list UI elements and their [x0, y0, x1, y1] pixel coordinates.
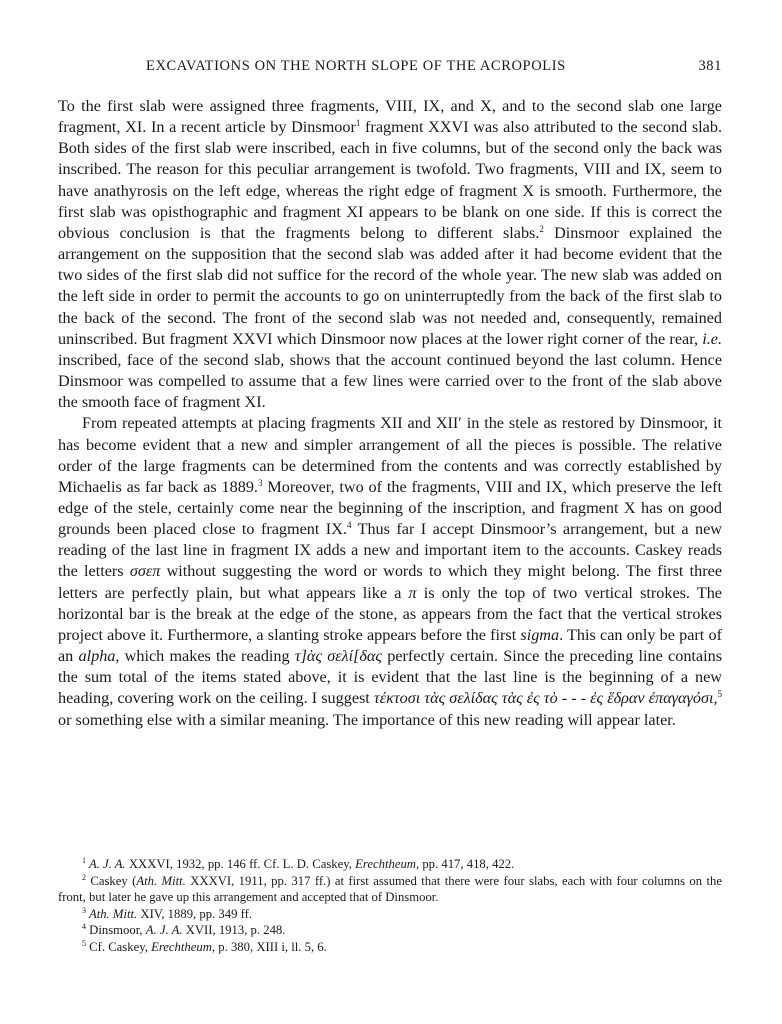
footnote-1: [58, 856, 722, 873]
italic-text: Ath. Mitt.: [86, 906, 138, 921]
body-text: [58, 96, 722, 731]
footnote-number: 5: [82, 938, 86, 948]
text-run: To the first slab were assigned three fragments, VIII, IX, and X, and to the second slab one large fragment, XI. In a recent article by Dinsmoor: [58, 97, 722, 137]
text-run: From repeated attempts at placing fragments XII and XII′ in the stele as restored by Dinsmoor, it has become evident that a new and simpler arrangement of all the pieces is possible. The relative order of the large fragments can be determined from the contents and was correctly established by Michaelis as far back as 1889.: [58, 414, 722, 496]
running-head: [58, 58, 722, 88]
page: [58, 58, 722, 731]
text-run: Cf. Caskey,: [86, 939, 152, 954]
italic-text: Erechtheum: [151, 939, 212, 954]
italic-text: A. J. A.: [86, 857, 126, 871]
greek-text: σσεπ: [129, 562, 161, 581]
text-run: is only the top of two vertical strokes. The horizontal bar is the break at the edge of the stone, as appears from the fact that the vertical strokes project above it. Furthermore, a slanting stroke appears before the first: [58, 583, 722, 644]
footnote-number: 1: [82, 856, 86, 865]
text-run: Dinsmoor,: [86, 923, 146, 938]
text-run: Caskey (: [86, 873, 137, 888]
footnote-4: [58, 922, 722, 939]
text-run: without suggesting the word or words to which they might belong. The first three letters are perfectly plain, but what appears like a: [58, 562, 722, 602]
italic-text: i.e.: [702, 329, 722, 348]
italic-text: A. J. A.: [145, 923, 183, 938]
italic-text: alpha: [78, 647, 116, 666]
text-run: fragment XXVI was also attributed to the second slab. Both sides of the first slab were inscribed, each in five columns, but of the second only the back was inscribed. The reason for this peculiar arrangement is twofold. Two fragments, VIII and IX, seem to have anathyrosis on the left edge, whereas the right edge of fragment X is smooth. Furthermore, the first slab was opisthographic and fragment XI appears to be blank on one side. If this is correct the obvious conclusion is that the fragments belong to different slabs.: [58, 118, 723, 242]
text-run: , p. 380, XIII i, ll. 5, 6.: [211, 939, 327, 954]
footnote-3: [58, 906, 722, 923]
footnote-ref[interactable]: 2: [539, 223, 544, 234]
text-run: XXXVI, 1911, pp. 317 ff.) at first assumed that there were four slabs, each with four columns on the front, but later he gave up this arrangement and accepted that of Dinsmoor.: [58, 873, 723, 905]
text-run: . This can only be part of an: [58, 625, 722, 666]
greek-text: π: [408, 583, 417, 602]
paragraph-1: [58, 96, 722, 413]
text-run: Thus far I accept Dinsmoor’s arrangement, but a new reading of the last line in fragment IX adds a new and important item to the accounts. Caskey reads the letters: [58, 520, 722, 581]
text-run: XVII, 1913, p. 248.: [182, 923, 286, 938]
italic-text: sigma: [520, 625, 560, 644]
footnote-ref[interactable]: 3: [257, 477, 263, 488]
text-run: XIV, 1889, pp. 349 ff.: [137, 906, 253, 921]
footnote-ref[interactable]: 5: [717, 689, 723, 700]
footnote-number: 4: [82, 922, 86, 932]
running-title: EXCAVATIONS ON THE NORTH SLOPE OF THE ACROPOLIS: [146, 58, 566, 74]
greek-text: τέκτοσι τὰς σελίδας τὰς ἐς τὸ - - - ἐς ἕδραν ἐπαγαγόσι,: [373, 689, 718, 708]
greek-text: τ]ὰς σελί[δας: [294, 647, 382, 666]
text-run: , which makes the reading: [115, 647, 295, 666]
footnote-2: [58, 873, 722, 906]
footnote-number: 3: [82, 905, 86, 915]
italic-text: Ath. Mitt.: [136, 873, 186, 888]
text-run: or something else with a similar meaning. The importance of this new reading will appear later.: [58, 710, 676, 729]
text-run: , pp. 417, 418, 422.: [415, 857, 515, 871]
text-run: perfectly certain. Since the preceding line contains the sum total of the items stated above, it is evident that the last line is the beginning of a new heading, covering work on the ceiling. I suggest: [58, 647, 723, 708]
footnote-number: 2: [82, 872, 86, 882]
italic-text: Erechtheum: [355, 857, 416, 871]
text-run: XXXVI, 1932, pp. 146 ff. Cf. L. D. Caskey,: [125, 857, 356, 871]
footnotes: [58, 856, 722, 956]
footnote-ref[interactable]: 1: [355, 118, 361, 129]
footnote-5: [58, 939, 722, 956]
text-run: Dinsmoor explained the arrangement on the supposition that the second slab was added after it had become evident that the two sides of the first slab did not suffice for the record of the whole year. The new slab was added on the left side in order to permit the accounts to go on uninterruptedly from the back of the first slab to the back of the second. The front of the second slab was not needed and, consequently, remained uninscribed. But fragment XXVI which Dinsmoor now places at the lower right corner of the rear,: [58, 223, 722, 348]
paragraph-2: [58, 413, 722, 730]
text-run: inscribed, face of the second slab, shows that the account continued beyond the last column. Hence Dinsmoor was compelled to assume that a few lines were carried over to the front of the slab above the smooth face of fragment XI.: [58, 350, 722, 412]
footnote-ref[interactable]: 4: [346, 520, 352, 531]
page-number: 381: [698, 58, 722, 74]
text-run: Moreover, two of the fragments, VIII and IX, which preserve the left edge of the stele, certainly come near the beginning of the inscription, and fragment X has on good grounds been placed close to fragment IX.: [58, 477, 722, 539]
